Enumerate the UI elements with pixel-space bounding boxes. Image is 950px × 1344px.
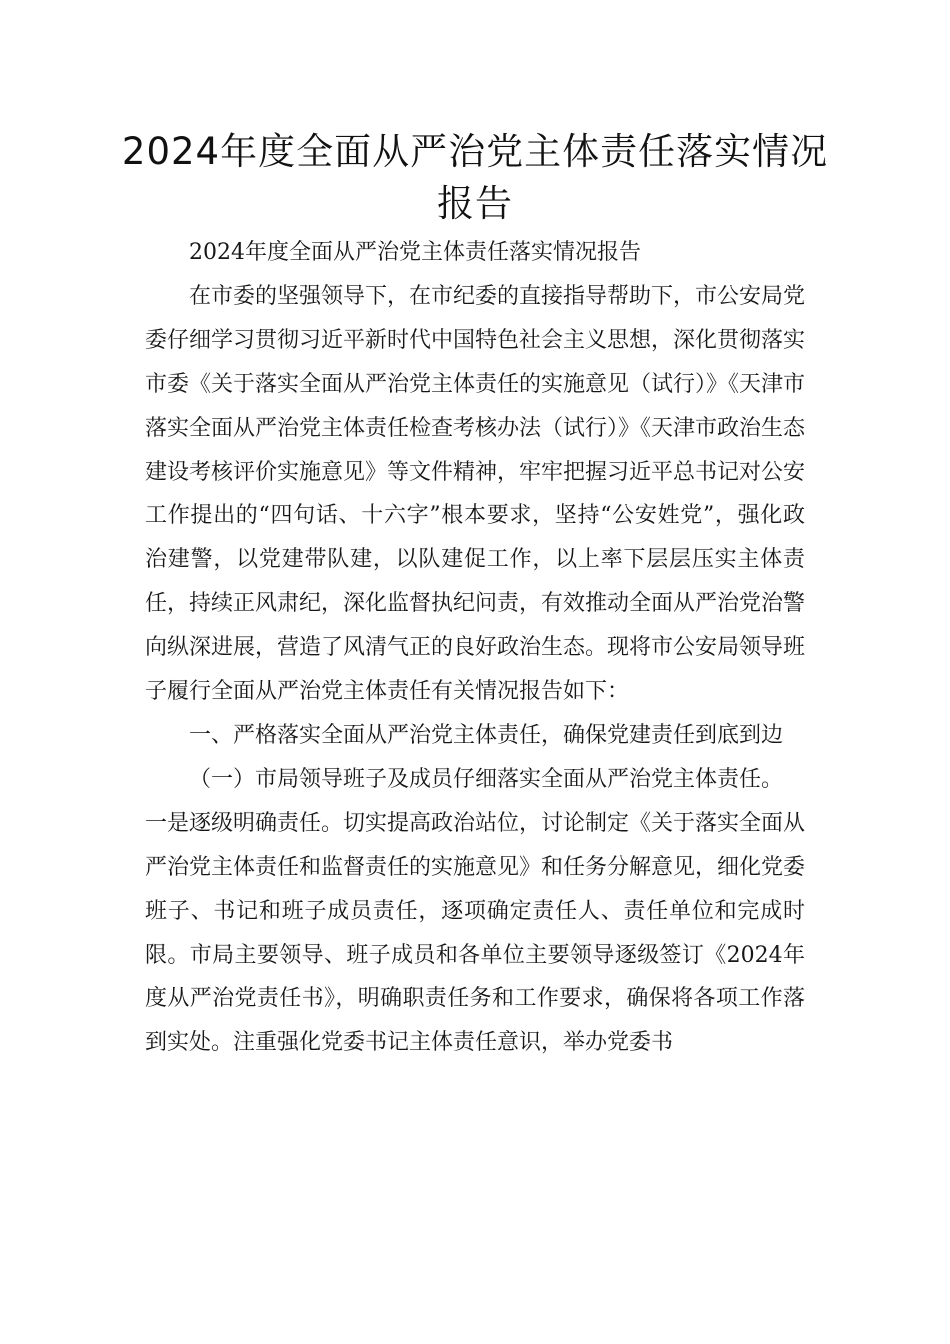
section-heading-1: 一、严格落实全面从严治党主体责任，确保党建责任到底到边 xyxy=(189,722,784,748)
document-subtitle: 2024年度全面从严治党主体责任落实情况报告 xyxy=(189,240,641,265)
paragraph-clarify-responsibility: 一是逐级明确责任。切实提高政治站位，讨论制定《关于落实全面从严治党主体责任和监督责任的实施意见》和任务分解意见，细化党委班子、书记和班子成员责任，逐项确定责任人、责任单位和完成时限。市局主要领导、班子成员和各单位主要领导逐级签订《2024年度从严治党责任书》，明确职责任务和工作要求，确保将各项工作落到实处。注重强化党委书记主体责任意识，举办党委书 xyxy=(145,810,806,1056)
paragraph-intro: 在市委的坚强领导下，在市纪委的直接指导帮助下，市公安局党委仔细学习贯彻习近平新时代中国特色社会主义思想，深化贯彻落实市委《关于落实全面从严治党主体责任的实施意见（试行）》《天津市落实全面从严治党主体责任检查考核办法（试行）》《天津市政治生态建设考核评价实施意见》等文件精神，牢牢把握习近平总书记对公安工作提出的“四句话、十六字”根本要求，坚持“公安姓党”，强化政治建警，以党建带队建，以队建促工作，以上率下层层压实主体责任，持续正风肃纪，深化监督执纪问责，有效推动全面从严治党治警向纵深进展，营造了风清气正的良好政治生态。现将市公安局领导班子履行全面从严治党主体责任有关情况报告如下： xyxy=(145,283,806,705)
document-title: 2024年度全面从严治党主体责任落实情况报告 xyxy=(121,130,829,225)
subsection-heading-1: （一）市局领导班子及成员仔细落实全面从严治党主体责任。 xyxy=(189,766,784,792)
document-body xyxy=(145,231,805,1065)
